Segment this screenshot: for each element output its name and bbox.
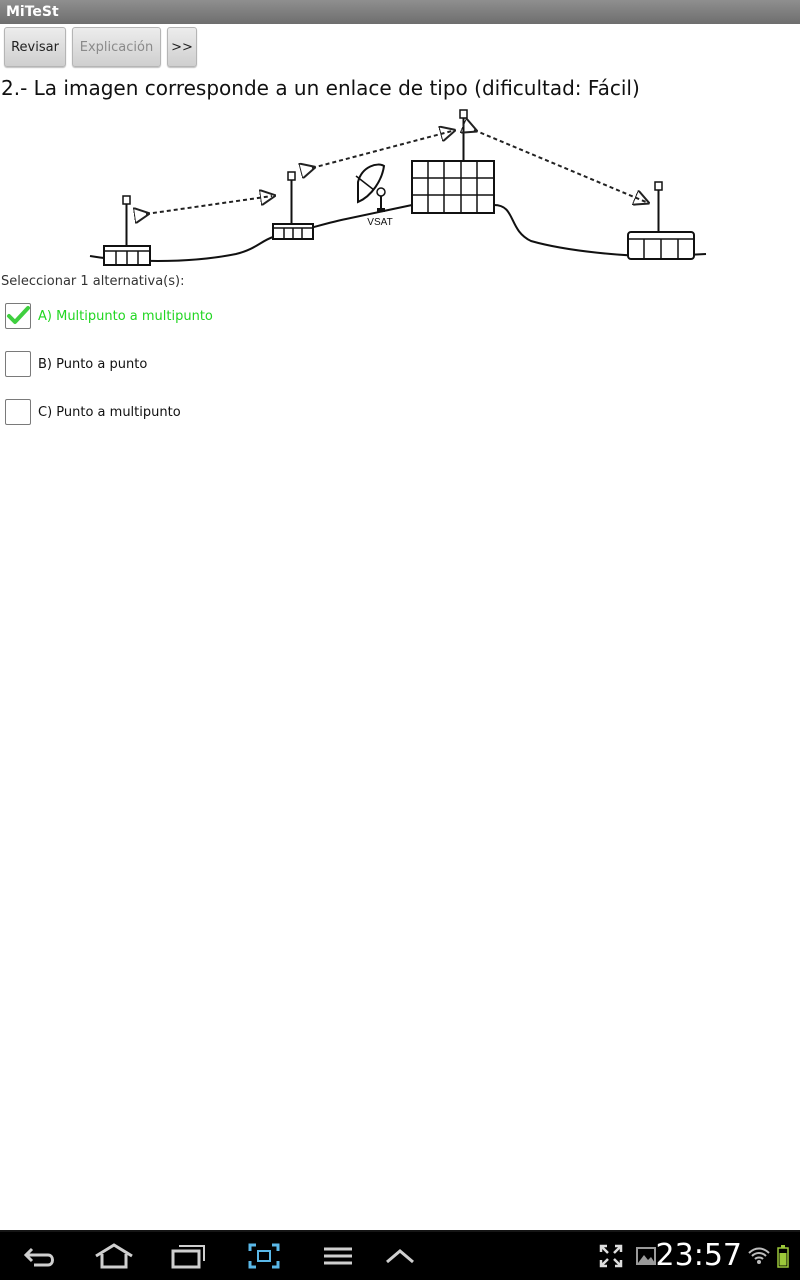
instruction-text: Seleccionar 1 alternativa(s):: [1, 274, 185, 289]
option-a-label: A) Multipunto a multipunto: [38, 308, 213, 324]
vsat-label: VSAT: [367, 217, 393, 228]
next-button[interactable]: >>: [167, 27, 197, 67]
screenshot-icon[interactable]: [238, 1232, 290, 1280]
station-left: [104, 196, 150, 265]
home-icon[interactable]: [88, 1232, 140, 1280]
option-c[interactable]: [5, 398, 181, 426]
option-b[interactable]: [5, 350, 147, 378]
wifi-icon: [746, 1232, 772, 1280]
option-c-label: C) Punto a multipunto: [38, 404, 181, 420]
option-a[interactable]: [5, 302, 213, 330]
question-text: 2.- La imagen corresponde a un enlace de tipo (dificultad: Fácil): [1, 76, 640, 100]
system-navigation-bar: [0, 1230, 800, 1280]
back-icon[interactable]: [14, 1232, 66, 1280]
fullscreen-icon[interactable]: [596, 1232, 626, 1280]
link-center-right: [474, 130, 646, 202]
menu-icon[interactable]: [312, 1232, 364, 1280]
option-b-checkbox[interactable]: [5, 351, 31, 377]
vsat-dish: [356, 165, 385, 212]
app-title-bar: [0, 0, 800, 24]
explanation-button[interactable]: Explicación: [72, 27, 161, 67]
option-c-checkbox[interactable]: [5, 399, 31, 425]
review-button[interactable]: Revisar: [4, 27, 66, 67]
link-left-mid: [146, 196, 272, 214]
checkmark-icon: [5, 303, 31, 329]
battery-icon: [774, 1232, 792, 1280]
station-right: [628, 182, 694, 259]
status-clock: 23:57: [655, 1238, 742, 1273]
expand-up-icon[interactable]: [374, 1232, 426, 1280]
station-mid: [273, 172, 313, 239]
app-title: MiTeSt: [6, 4, 59, 20]
central-building: [412, 110, 494, 213]
option-a-checkbox[interactable]: [5, 303, 31, 329]
terrain-line: [90, 205, 706, 261]
network-diagram: [86, 106, 710, 274]
recent-apps-icon[interactable]: [162, 1232, 214, 1280]
option-b-label: B) Punto a punto: [38, 356, 148, 372]
